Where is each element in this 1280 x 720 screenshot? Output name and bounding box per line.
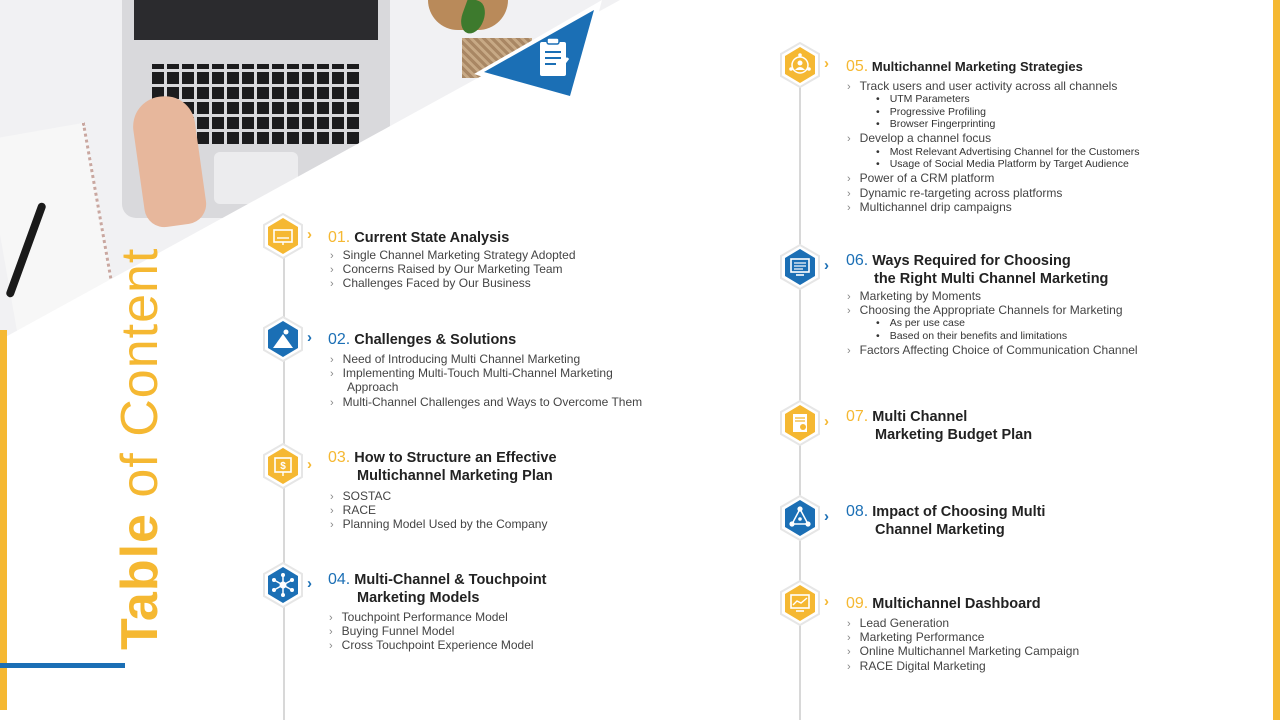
chevron-right-icon: › [824,508,829,525]
section-06-item: › Factors Affecting Choice of Communication Channel [847,343,1138,357]
section-06-bullet: • Based on their benefits and limitations [876,330,1068,342]
section-05-bullet: • Most Relevant Advertising Channel for the Customers [876,146,1140,158]
chevron-right-icon: › [824,55,829,72]
section-04-item: › Touchpoint Performance Model [329,610,508,624]
section-02-title: 02. Challenges & Solutions [328,331,517,348]
dashboard-screen-icon [777,580,823,626]
presentation-board-icon [260,213,306,259]
right-accent-bar [1273,0,1280,720]
section-01-item: › Single Channel Marketing Strategy Adopted [330,248,576,262]
section-02-item: › Implementing Multi-Touch Multi-Channel Marketing [330,366,613,380]
section-05-item: › Develop a channel focus [847,131,992,145]
section-01-title: 01. Current State Analysis [328,229,510,246]
section-04-title: 04. Multi-Channel & Touchpoint [328,571,547,588]
section-02-item: › Multi-Channel Challenges and Ways to Overcome Them [330,395,643,409]
svg-text:$: $ [280,461,286,472]
section-05-bullet: • UTM Parameters [876,93,970,105]
section-03-title: 03. How to Structure an Effective [328,449,557,466]
section-05-item: › Power of a CRM platform [847,171,995,185]
section-02-item-cont: Approach [347,380,399,394]
section-07-title-line2: Marketing Budget Plan [875,427,1033,443]
chevron-right-icon: › [824,413,829,430]
section-09-item: › Marketing Performance [847,630,985,644]
left-accent-bar [0,330,7,710]
section-06-bullet: • As per use case [876,317,965,329]
section-08-title: 08. Impact of Choosing Multi [846,503,1046,520]
title-underline [0,663,125,668]
section-01-item: › Concerns Raised by Our Marketing Team [330,262,563,276]
clipboard-icon [470,0,602,108]
section-05-item: › Multichannel drip campaigns [847,200,1012,214]
section-06-title: 06. Ways Required for Choosing [846,252,1071,269]
section-04-title-line2: Marketing Models [357,590,480,606]
section-03-item: › RACE [330,503,377,517]
section-09-item: › Online Multichannel Marketing Campaign [847,644,1080,658]
section-03-item: › Planning Model Used by the Company [330,517,548,531]
section-05-item: › Dynamic re-targeting across platforms [847,186,1063,200]
network-hub-icon [260,562,306,608]
section-06-item: › Marketing by Moments [847,289,982,303]
section-09-title: 09. Multichannel Dashboard [846,595,1041,612]
monitor-checklist-icon [777,244,823,290]
section-07-title: 07. Multi Channel [846,408,968,425]
dollar-board-icon [260,443,306,489]
section-05-title: 05. Multichannel Marketing Strategies [846,58,1083,75]
section-02-item: › Need of Introducing Multi Channel Marketing [330,352,581,366]
section-06-item: › Choosing the Appropriate Channels for Marketing [847,303,1123,317]
chevron-right-icon: › [824,593,829,610]
user-network-icon [777,42,823,88]
section-08-title-line2: Channel Marketing [875,522,1005,538]
section-03-item: › SOSTAC [330,489,392,503]
section-04-item: › Cross Touchpoint Experience Model [329,638,534,652]
section-05-item: › Track users and user activity across all channels [847,79,1118,93]
chevron-right-icon: › [824,257,829,274]
section-09-item: › RACE Digital Marketing [847,659,986,673]
section-01-item: › Challenges Faced by Our Business [330,276,531,290]
section-03-title-line2: Multichannel Marketing Plan [357,468,553,484]
page-title: Table of Content [111,247,169,650]
chevron-right-icon: › [307,329,312,346]
section-09-item: › Lead Generation [847,616,950,630]
chevron-right-icon: › [307,575,312,592]
chevron-right-icon: › [307,456,312,473]
section-06-title-line2: the Right Multi Channel Marketing [874,271,1109,287]
chevron-right-icon: › [307,226,312,243]
budget-document-icon [777,400,823,446]
section-05-bullet: • Browser Fingerprinting [876,118,996,130]
team-connection-icon [777,495,823,541]
section-05-bullet: • Progressive Profiling [876,106,986,118]
section-04-item: › Buying Funnel Model [329,624,455,638]
section-05-bullet: • Usage of Social Media Platform by Target Audience [876,158,1129,170]
mountain-climber-icon [260,316,306,362]
